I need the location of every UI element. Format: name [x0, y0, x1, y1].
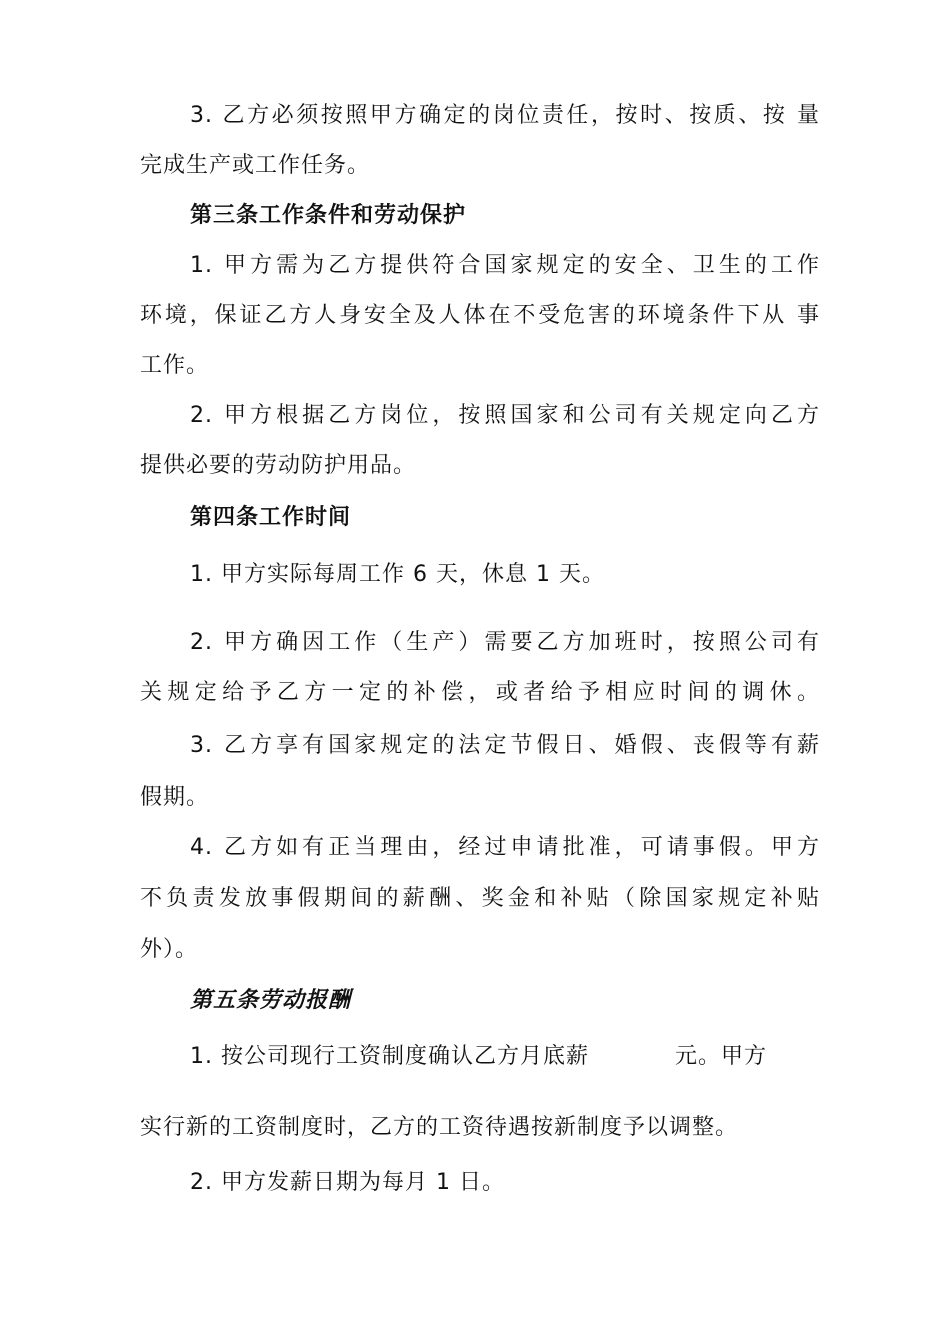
clause-5-item-1-line-2: 实行新的工资制度时，乙方的工资待遇按新制度予以调整。	[140, 1115, 739, 1140]
clause-3-item-1-line-1: 1. 甲方需为乙方提供符合国家规定的安全、卫生的工作	[190, 253, 820, 278]
section-heading-article-3: 第三条工作条件和劳动保护	[190, 203, 467, 228]
clause-4-item-3-line-2: 假期。	[140, 785, 210, 810]
clause-2-item-3-line-2: 完成生产或工作任务。	[140, 153, 371, 178]
section-heading-article-4: 第四条工作时间	[190, 505, 352, 530]
clause-4-item-4-line-1: 4. 乙方如有正当理由，经过申请批准，可请事假。甲方	[190, 835, 820, 860]
clause-3-item-1-line-3: 工作。	[140, 353, 210, 378]
clause-4-item-4-line-3: 外）。	[140, 937, 199, 962]
clause-5-item-2: 2. 甲方发薪日期为每月 1 日。	[190, 1170, 505, 1195]
clause-4-item-2-line-2: 关规定给予乙方一定的补偿，或者给予相应时间的调休。	[140, 680, 820, 705]
clause-3-item-1-line-2: 环境，保证乙方人身安全及人体在不受危害的环境条件下从 事	[140, 303, 820, 328]
clause-4-item-2-line-1: 2. 甲方确因工作（生产）需要乙方加班时，按照公司有	[190, 630, 820, 655]
clause-4-item-3-line-1: 3. 乙方享有国家规定的法定节假日、婚假、丧假等有薪	[190, 733, 820, 758]
clause-4-item-4-line-2: 不负责发放事假期间的薪酬、奖金和补贴（除国家规定补贴	[140, 886, 820, 911]
section-heading-article-5: 第五条劳动报酬	[190, 988, 352, 1013]
clause-3-item-2-line-2: 提供必要的劳动防护用品。	[140, 453, 417, 478]
salary-clause-text: 1. 按公司现行工资制度确认乙方月底薪	[190, 1044, 589, 1069]
clause-3-item-2-line-1: 2. 甲方根据乙方岗位，按照国家和公司有关规定向乙方	[190, 403, 820, 428]
salary-clause-suffix: 元。甲方	[675, 1044, 768, 1069]
clause-2-item-3-line-1: 3. 乙方必须按照甲方确定的岗位责任，按时、按质、按 量	[190, 103, 820, 128]
clause-4-item-1: 1. 甲方实际每周工作 6 天，休息 1 天。	[190, 562, 605, 587]
clause-5-item-1-line-1	[190, 1042, 820, 1072]
